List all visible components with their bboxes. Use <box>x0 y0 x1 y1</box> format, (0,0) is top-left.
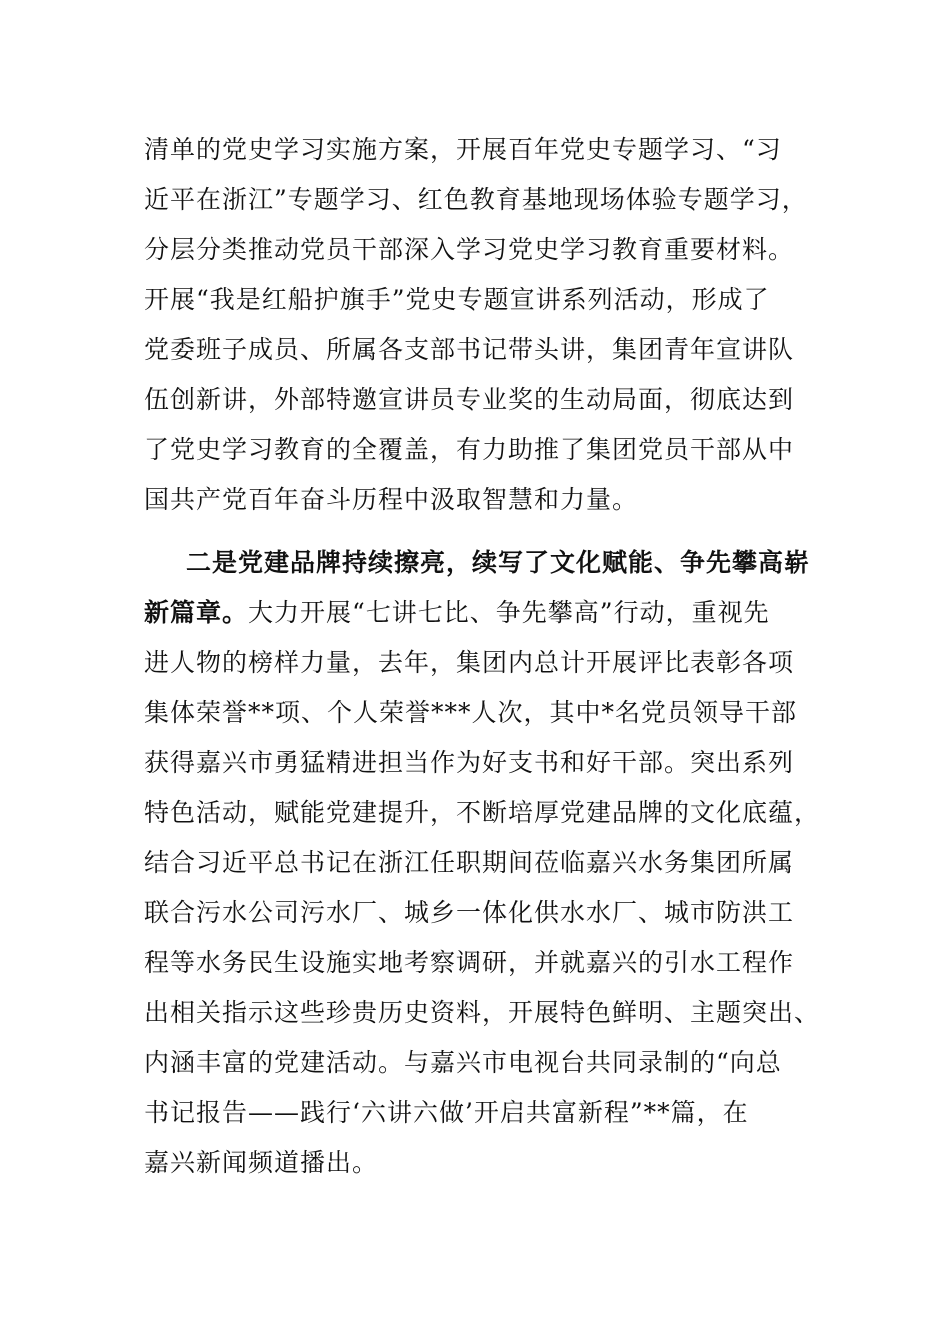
text-line: 嘉兴新闻频道播出。 <box>144 1148 379 1177</box>
text-line: 集体荣誉**项、个人荣誉***人次，其中*名党员领导干部 <box>144 698 798 727</box>
paragraph-heading-end: 新篇章。 <box>144 598 249 627</box>
text-line: 国共产党百年奋斗历程中汲取智慧和力量。 <box>144 485 639 514</box>
text-line: 程等水务民生设施实地考察调研，并就嘉兴的引水工程作 <box>144 948 795 977</box>
text-line: 党委班子成员、所属各支部书记带头讲，集团青年宣讲队 <box>144 335 795 364</box>
text-line: 伍创新讲，外部特邀宣讲员专业奖的生动局面，彻底达到 <box>144 385 795 414</box>
text-line: 近平在浙江”专题学习、红色教育基地现场体验专题学习， <box>144 185 808 214</box>
text-line: 清单的党史学习实施方案，开展百年党史专题学习、“习 <box>144 135 782 164</box>
text-line: 开展“我是红船护旗手”党史专题宣讲系列活动，形成了 <box>144 285 770 314</box>
text-line: 获得嘉兴市勇猛精进担当作为好支书和好干部。突出系列 <box>144 748 795 777</box>
text-line: 书记报告——践行‘六讲六做’开启共富新程”**篇，在 <box>144 1098 749 1127</box>
text-line: 进人物的榜样力量，去年，集团内总计开展评比表彰各项 <box>144 648 795 677</box>
text-line: 内涵丰富的党建活动。与嘉兴市电视台共同录制的“向总 <box>144 1048 782 1077</box>
paragraph-heading: 二是党建品牌持续擦亮，续写了文化赋能、争先攀高崭 <box>186 548 811 577</box>
heading-continuation-line <box>144 593 770 633</box>
text-line: 结合习近平总书记在浙江任职期间莅临嘉兴水务集团所属 <box>144 848 795 877</box>
text-line: 出相关指示这些珍贵历史资料，开展特色鲜明、主题突出、 <box>144 998 821 1027</box>
text-line: 分层分类推动党员干部深入学习党史学习教育重要材料。 <box>144 235 795 264</box>
text-segment: 大力开展“七讲七比、争先攀高”行动，重视先 <box>248 598 770 627</box>
text-line: 联合污水公司污水厂、城乡一体化供水水厂、城市防洪工 <box>144 898 795 927</box>
text-line: 了党史学习教育的全覆盖，有力助推了集团党员干部从中 <box>144 435 795 464</box>
text-line: 特色活动，赋能党建提升，不断培厚党建品牌的文化底蕴， <box>144 798 821 827</box>
